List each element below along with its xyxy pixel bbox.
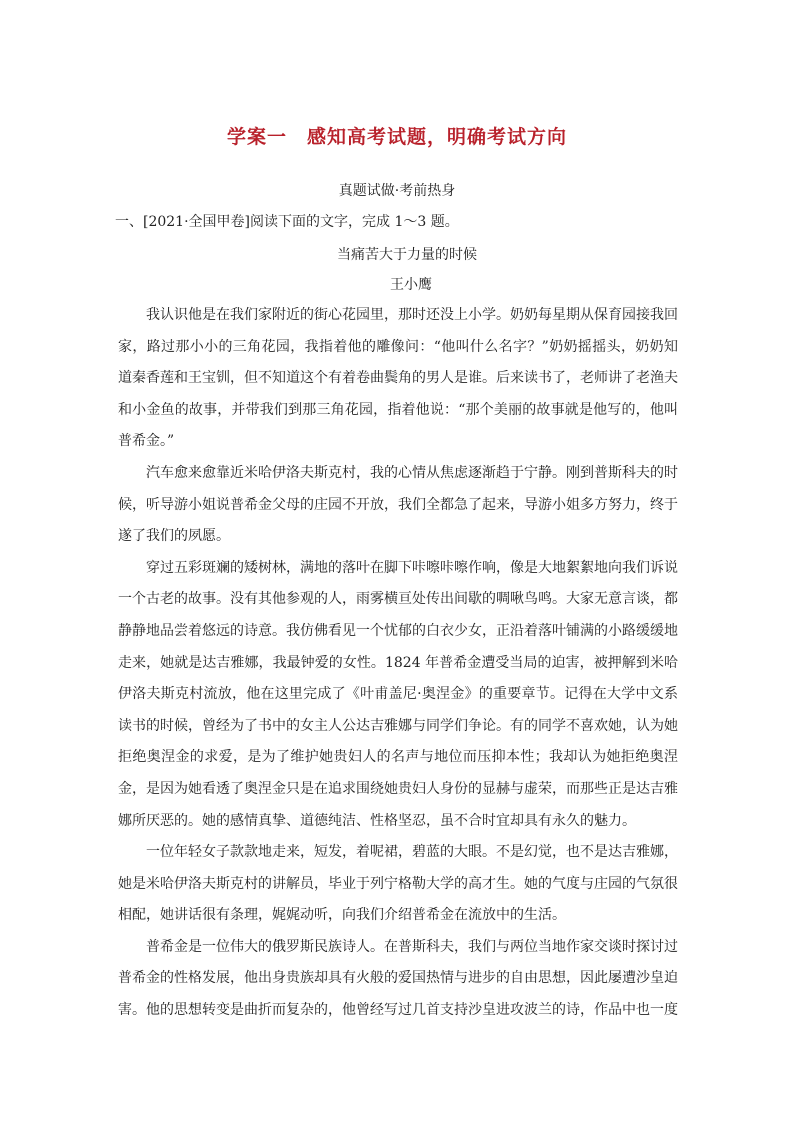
passage-body — [118, 300, 678, 1027]
paragraph: 我认识他是在我们家附近的街心花园里，那时还没上小学。奶奶每星期从保育园接我回家，路过那小小的三角花园，我指着他的雕像问：“他叫什么名字？”奶奶摇摇头，奶奶知道秦香莲和王宝钏，但不知道这个有着卷曲鬓角的男人是谁。后来读书了，老师讲了老渔夫和小金鱼的故事，并带我们到那三角花园，指着他说：“那个美丽的故事就是他写的，他叫普希金。” — [118, 307, 678, 450]
passage-author: 王小鹰 — [390, 277, 432, 293]
page-title: 学案一 感知高考试题，明确考试方向 — [226, 126, 567, 148]
paragraph: 汽车愈来愈靠近米哈伊洛夫斯克村，我的心情从焦虑逐渐趋于宁静。刚到普斯科夫的时候，听导游小姐说普希金父母的庄园不开放，我们全都急了起来，导游小姐多方努力，终于遂了我们的夙愿。 — [118, 464, 678, 545]
question-instruction: 一、[2021·全国甲卷]阅读下面的文字，完成 1～3 题。 — [115, 214, 459, 230]
paragraph: 穿过五彩斑斓的矮树林，满地的落叶在脚下咔嚓咔嚓作响，像是大地絮絮地向我们诉说一个古老的故事。没有其他参观的人，雨雾横亘处传出间歇的啁啾鸟鸣。大家无意言谈，都静静地品尝着悠远的诗意。我仿佛看见一个忧郁的白衣少女，正沿着落叶铺满的小路缓缓地走来，她就是达吉雅娜，我最钟爱的女性。1824 年普希金遭受当局的迫害，被押解到米哈伊洛夫斯克村流放，他在这里完成了《叶甫盖尼·奥涅金》的重要章节。记得在大学中文系读书的时候，曾经为了书中的女主人公达吉雅娜与同学们争论。有的同学不喜欢她，认为她拒绝奥涅金的求爱，是为了维护她贵妇人的名声与地位而压抑本性；我却认为她拒绝奥涅金，是因为她看透了奥涅金只是在追求围绕她贵妇人身份的显赫与虚荣，而那些正是达吉雅娜所厌恶的。她的感情真挚、道德纯洁、性格坚忍，虽不合时宜却具有永久的魅力。 — [118, 559, 678, 829]
paragraph: 一位年轻女子款款地走来，短发，着呢裙，碧蓝的大眼。不是幻觉，也不是达吉雅娜，她是米哈伊洛夫斯克村的讲解员，毕业于列宁格勒大学的高才生。她的气度与庄园的气氛很相配，她讲话很有条理，娓娓动听，向我们介绍普希金在流放中的生活。 — [118, 844, 678, 924]
passage-title: 当痛苦大于力量的时候 — [337, 247, 477, 263]
paragraph: 普希金是一位伟大的俄罗斯民族诗人。在普斯科夫，我们与两位当地作家交谈时探讨过普希金的性格发展，他出身贵族却具有火般的爱国热情与进步的自由思想，因此屡遭沙皇迫害。他的思想转变是曲折而复杂的，他曾经写过几首支持沙皇进攻波兰的诗，作品中也一度 — [118, 938, 678, 1019]
section-subtitle: 真题试做·考前热身 — [338, 183, 456, 199]
